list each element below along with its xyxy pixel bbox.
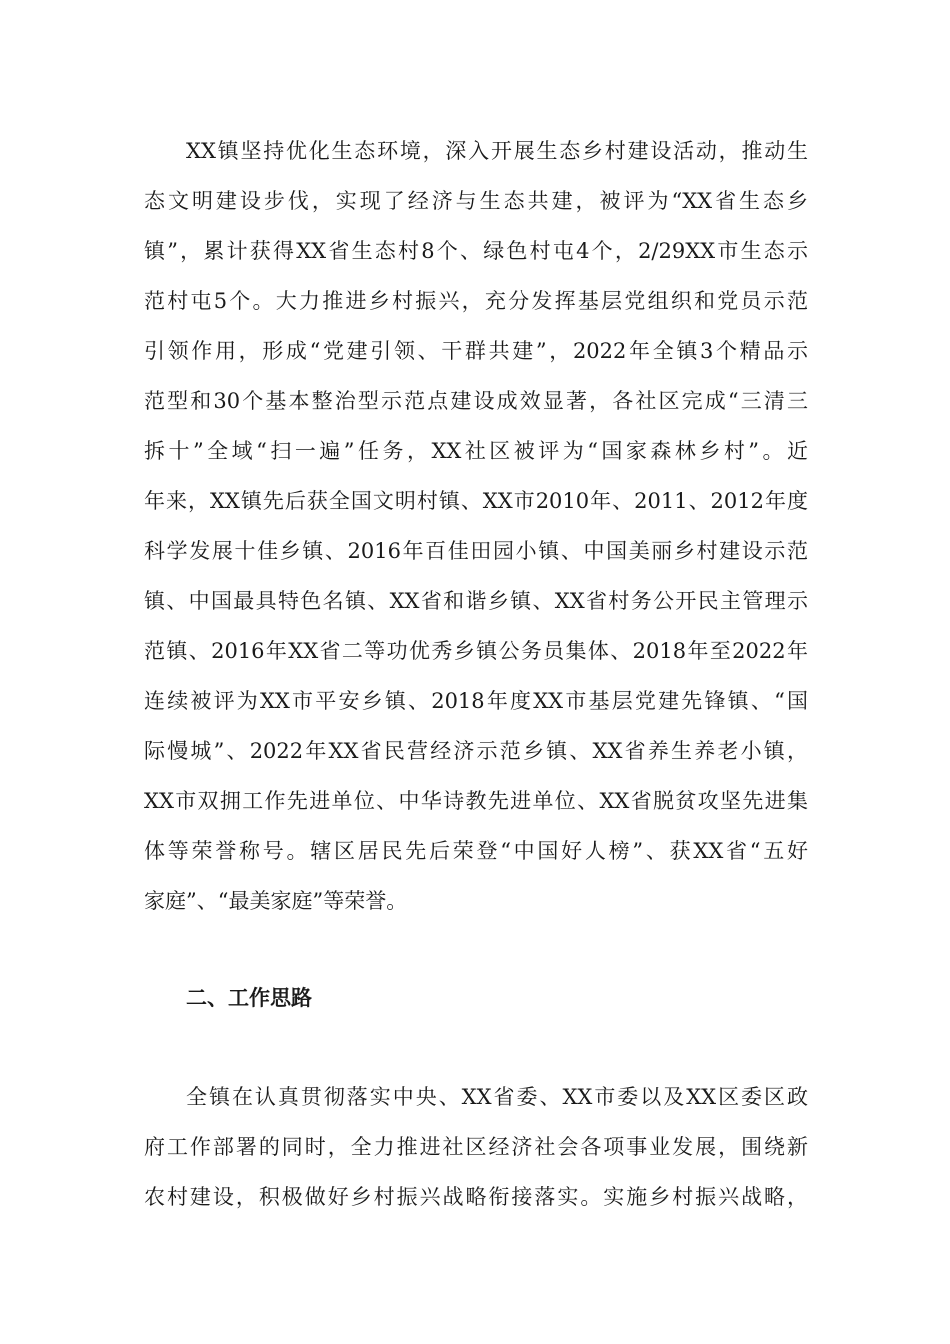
text-line: 际慢城”、2022年XX省民营经济示范乡镇、XX省养生养老小镇， (144, 739, 808, 763)
text-line: 体等荣誉称号。辖区居民先后荣登“中国好人榜”、获XX省“五好 (144, 839, 808, 863)
text-line: 科学发展十佳乡镇、2016年百佳田园小镇、中国美丽乡村建设示范 (144, 539, 808, 563)
text-line: 范村屯5个。大力推进乡村振兴，充分发挥基层党组织和党员示范 (144, 289, 808, 313)
text-line: 引领作用，形成“党建引领、干群共建”，2022年全镇3个精品示 (144, 339, 808, 363)
text-line: 农村建设，积极做好乡村振兴战略衔接落实。实施乡村振兴战略， (144, 1185, 808, 1209)
text-line: 镇”，累计获得XX省生态村8个、绿色村屯4个，2/29XX市生态示 (144, 239, 808, 263)
section-heading: 二、工作思路 (186, 986, 312, 1010)
text-line: 范镇、2016年XX省二等功优秀乡镇公务员集体、2018年至2022年 (144, 639, 808, 663)
text-line: XX市双拥工作先进单位、中华诗教先进单位、XX省脱贫攻坚先进集 (144, 789, 808, 813)
text-line: 镇、中国最具特色名镇、XX省和谐乡镇、XX省村务公开民主管理示 (144, 589, 808, 613)
text-line: 家庭”、“最美家庭”等荣誉。 (144, 889, 408, 913)
text-line: 连续被评为XX市平安乡镇、2018年度XX市基层党建先锋镇、“国 (144, 689, 808, 713)
text-line: 态文明建设步伐，实现了经济与生态共建，被评为“XX省生态乡 (144, 189, 808, 213)
text-line: 范型和30个基本整治型示范点建设成效显著，各社区完成“三清三 (144, 389, 808, 413)
text-line: 全镇在认真贯彻落实中央、XX省委、XX市委以及XX区委区政 (186, 1085, 808, 1109)
text-line: 府工作部署的同时，全力推进社区经济社会各项事业发展，围绕新 (144, 1135, 808, 1159)
text-line: XX镇坚持优化生态环境，深入开展生态乡村建设活动，推动生 (186, 139, 808, 163)
text-line: 年来，XX镇先后获全国文明村镇、XX市2010年、2011、2012年度 (144, 489, 808, 513)
text-line: 拆十”全域“扫一遍”任务，XX社区被评为“国家森林乡村”。近 (144, 439, 808, 463)
